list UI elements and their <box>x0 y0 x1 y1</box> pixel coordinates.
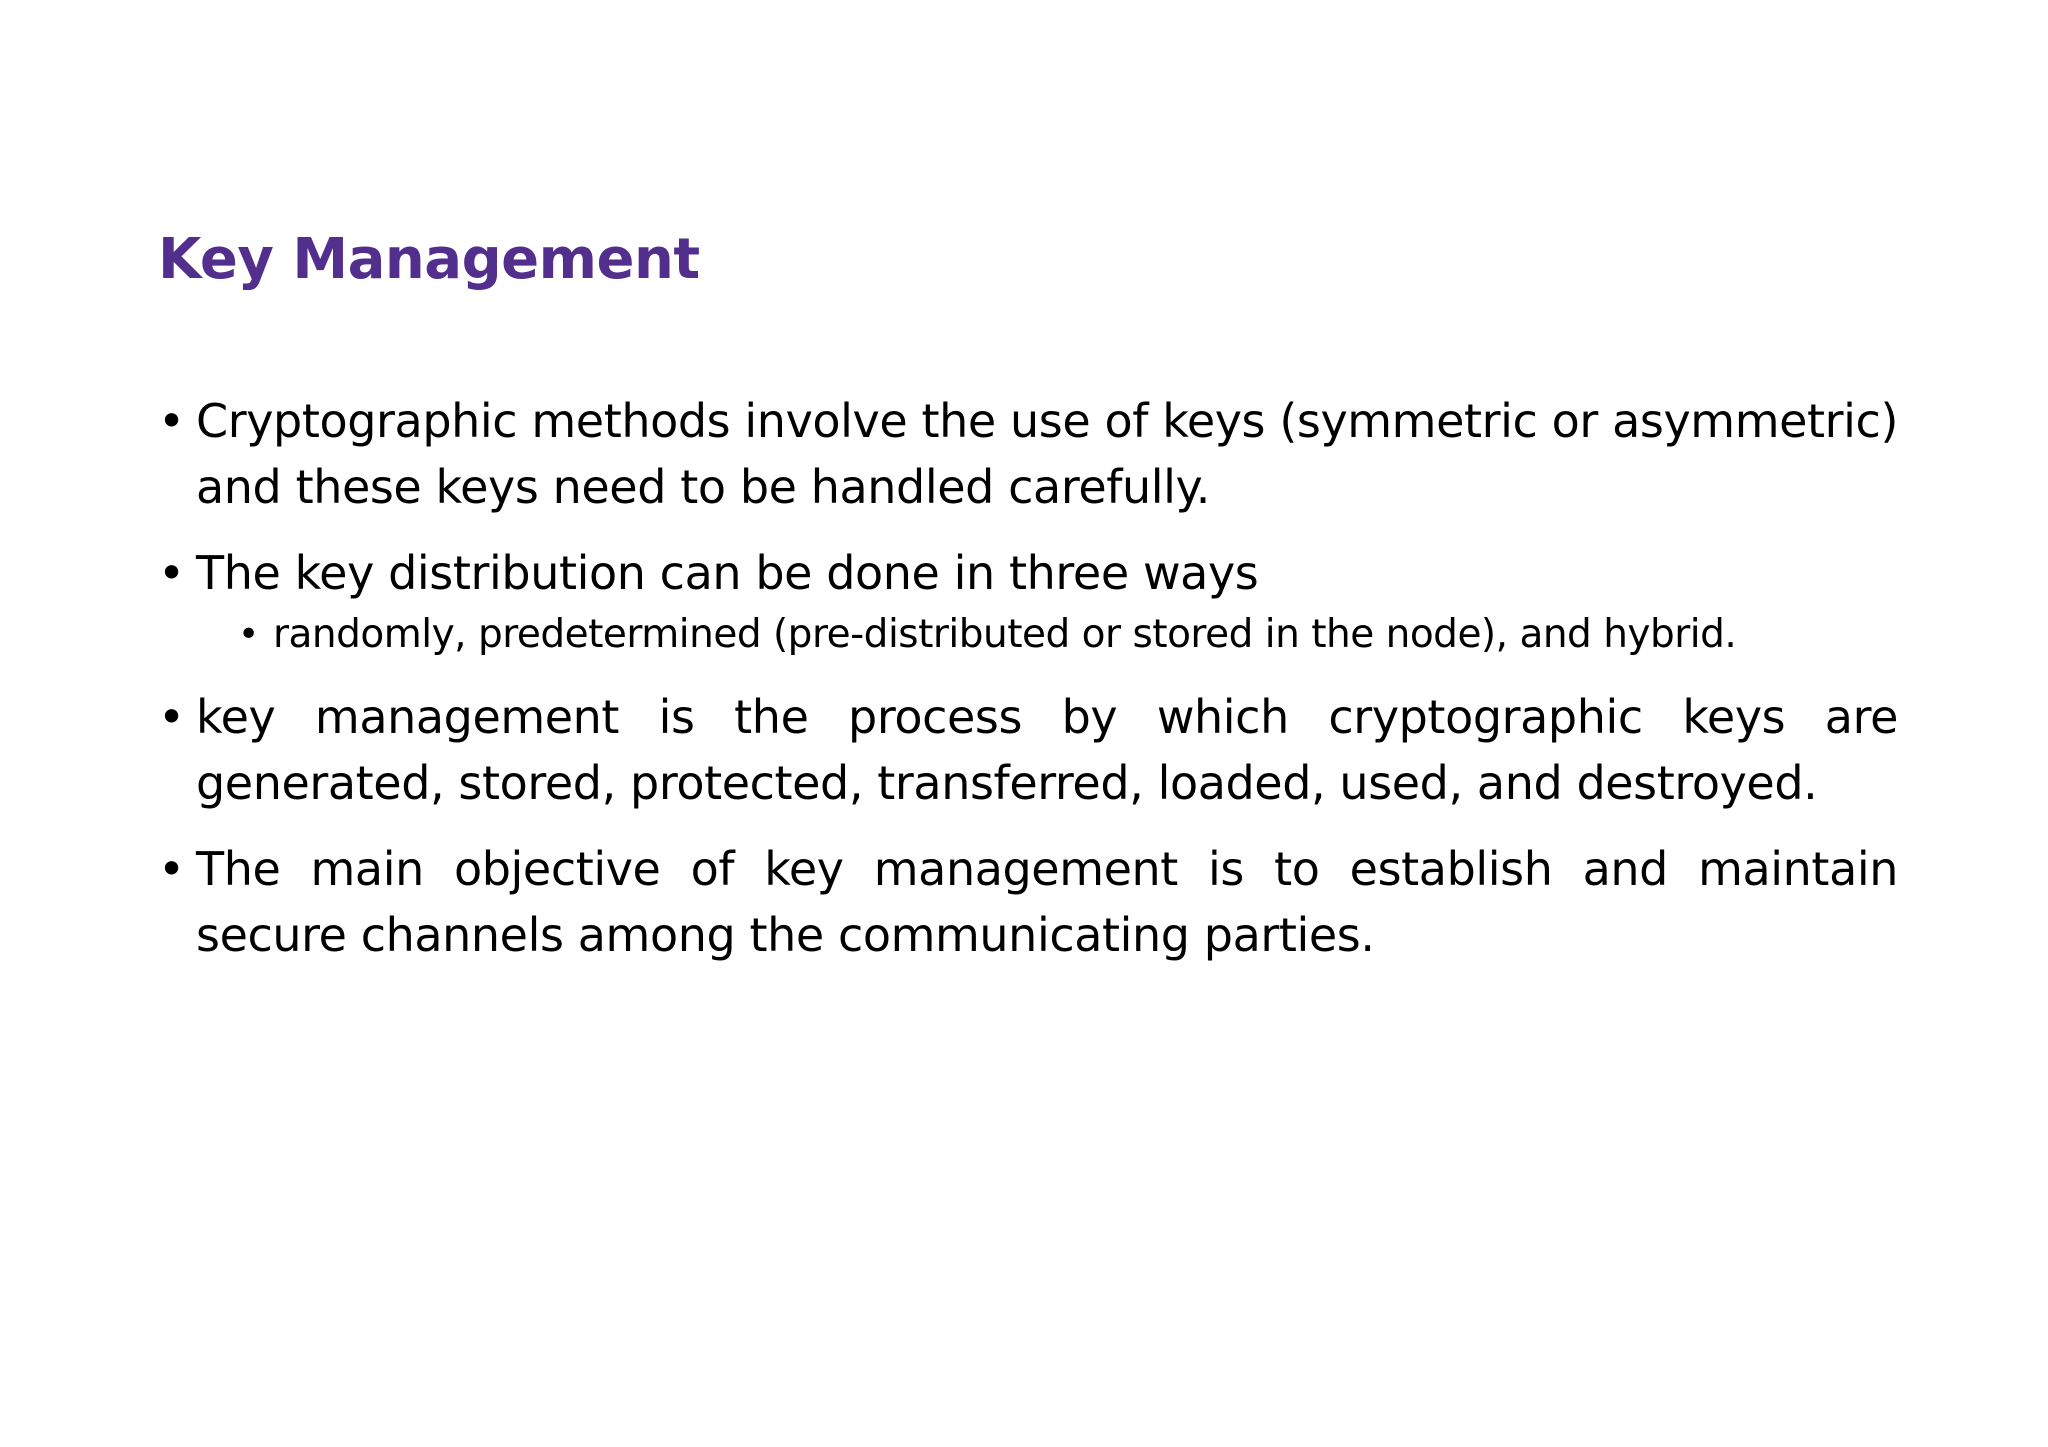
bullet-item <box>158 540 1898 606</box>
bullet-dot-icon: • <box>158 546 185 600</box>
bullet-dot-icon: • <box>158 690 185 744</box>
bullet-item <box>158 836 1898 968</box>
bullet-text: Cryptographic methods involve the use of keys (symmetric or asymmetric) and these keys need to be handled carefully. <box>196 394 1898 514</box>
bullet-text: The key distribution can be done in three ways <box>196 546 1259 600</box>
bullet-item <box>158 684 1898 816</box>
sub-bullet-text: randomly, predetermined (pre-distributed or stored in the node), and hybrid. <box>273 612 1737 657</box>
bullet-text: key management is the process by which cryptographic keys are generated, stored, protected, transferred, loaded, used, and destroyed. <box>196 690 1898 810</box>
bullet-dot-icon: • <box>158 842 185 896</box>
bullet-item <box>158 388 1898 520</box>
sub-bullet-item <box>158 606 1898 664</box>
slide-title: Key Management <box>158 227 700 292</box>
bullet-dot-icon: • <box>158 394 185 448</box>
bullet-text: The main objective of key management is to establish and maintain secure channels among the communicating parties. <box>196 842 1898 962</box>
sub-bullet-dot-icon: • <box>238 614 259 655</box>
bullet-list <box>158 388 1898 988</box>
